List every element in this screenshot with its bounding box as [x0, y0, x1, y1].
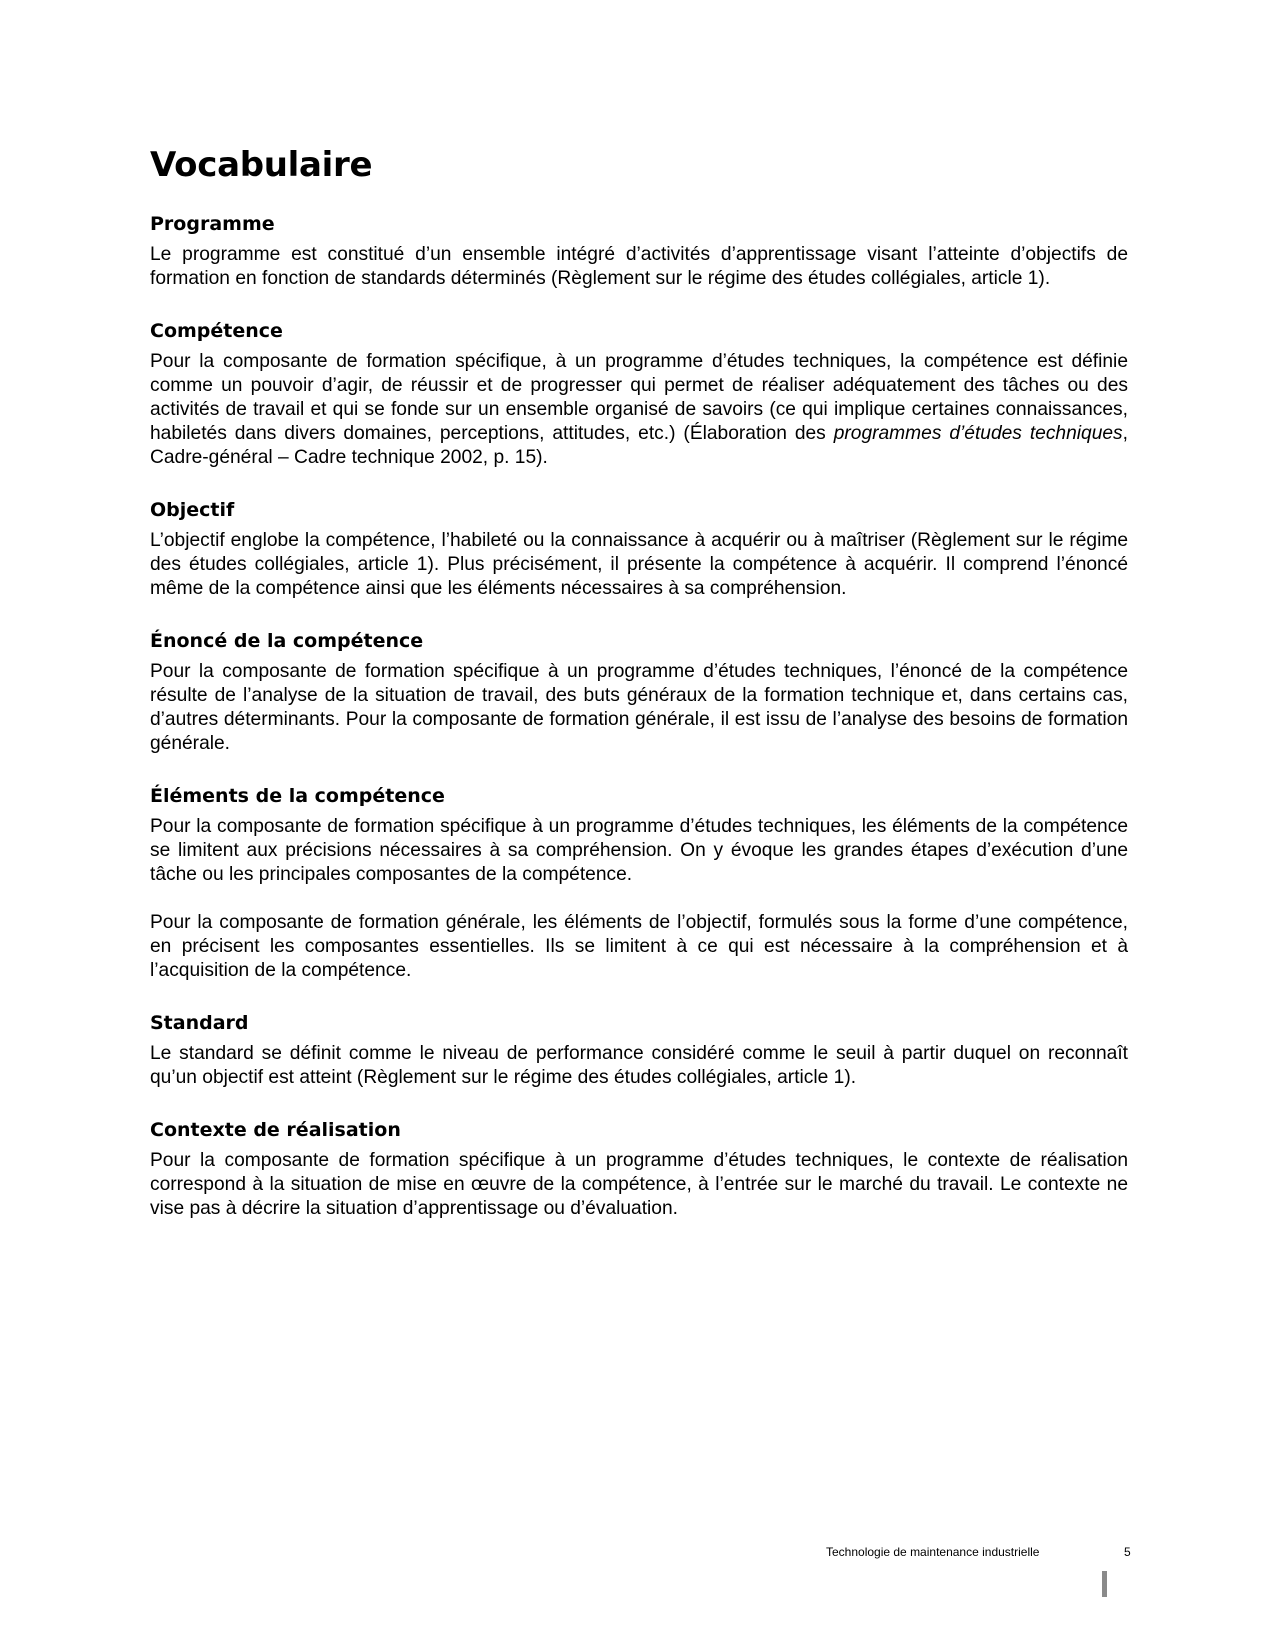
section-contexte	[150, 1118, 1128, 1221]
paragraph: Pour la composante de formation spécifique à un programme d’études techniques, les éléments de la compétence se limitent aux précisions nécessaires à sa compréhension. On y évoque les grandes étapes d’exécution d’une tâche ou les principales composantes de la compétence.	[150, 816, 1128, 885]
page-content	[150, 145, 1128, 1249]
paragraph: Le programme est constitué d’un ensemble intégré d’activités d’apprentissage visant l’atteinte d’objectifs de formation en fonction de standards déterminés (Règlement sur le régime des études collégiales, article 1).	[150, 244, 1128, 289]
section-body	[150, 815, 1128, 983]
paragraph-text: Pour la composante de formation spécifique, à un programme d’études techniques, la compétence est définie comme un pouvoir d’agir, de réussir et de progresser qui permet de réaliser adéquatement des tâches ou des activités de travail et qui se fonde sur un ensemble organisé de savoirs (ce qui implique certaines connaissances, habiletés dans divers domaines, perceptions, attitudes, etc.) (Élaboration des	[150, 351, 1128, 444]
page-number: 5	[1124, 1545, 1131, 1559]
paragraph: Pour la composante de formation générale, les éléments de l’objectif, formulés sous la forme d’une compétence, en précisent les composantes essentielles. Ils se limitent à ce qui est nécessaire à la compréhension et à l’acquisition de la compétence.	[150, 912, 1128, 981]
section-body	[150, 350, 1128, 470]
paragraph: Le standard se définit comme le niveau de performance considéré comme le seuil à partir duquel on reconnaît qu’un objectif est atteint (Règlement sur le régime des études collégiales, article 1).	[150, 1043, 1128, 1088]
paragraph	[150, 350, 1128, 470]
section-programme	[150, 212, 1128, 291]
section-standard	[150, 1011, 1128, 1090]
paragraph-text: , Cadre-général – Cadre technique 2002, p. 15).	[150, 423, 1128, 468]
section-competence	[150, 319, 1128, 470]
section-body	[150, 1042, 1128, 1090]
section-heading: Compétence	[150, 320, 283, 342]
section-body	[150, 660, 1128, 756]
section-objectif	[150, 498, 1128, 601]
paragraph: Pour la composante de formation spécifique à un programme d’études techniques, le contexte de réalisation correspond à la situation de mise en œuvre de la compétence, à l’entrée sur le marché du travail. Le contexte ne vise pas à décrire la situation d’apprentissage ou d’évaluation.	[150, 1150, 1128, 1219]
footer-bar	[1102, 1571, 1107, 1597]
section-heading: Contexte de réalisation	[150, 1119, 401, 1141]
section-heading: Programme	[150, 213, 275, 235]
page-title: Vocabulaire	[150, 145, 373, 185]
paragraph: Pour la composante de formation spécifique à un programme d’études techniques, l’énoncé de la compétence résulte de l’analyse de la situation de travail, des buts généraux de la formation technique et, dans certains cas, d’autres déterminants. Pour la composante de formation générale, il est issu de l’analyse des besoins de formation générale.	[150, 661, 1128, 754]
section-heading: Standard	[150, 1012, 249, 1034]
section-body	[150, 529, 1128, 601]
section-heading: Énoncé de la compétence	[150, 630, 424, 652]
section-enonce	[150, 629, 1128, 756]
section-heading: Objectif	[150, 499, 235, 521]
footer-title: Technologie de maintenance industrielle	[826, 1545, 1040, 1559]
section-elements	[150, 784, 1128, 983]
section-heading: Éléments de la compétence	[150, 785, 445, 807]
section-body	[150, 243, 1128, 291]
section-body	[150, 1149, 1128, 1221]
paragraph: L’objectif englobe la compétence, l’habileté ou la connaissance à acquérir ou à maîtriser (Règlement sur le régime des études collégiales, article 1). Plus précisément, il présente la compétence à acquérir. Il comprend l’énoncé même de la compétence ainsi que les éléments nécessaires à sa compréhension.	[150, 530, 1128, 599]
italic-title: programmes d’études techniques	[833, 423, 1123, 444]
